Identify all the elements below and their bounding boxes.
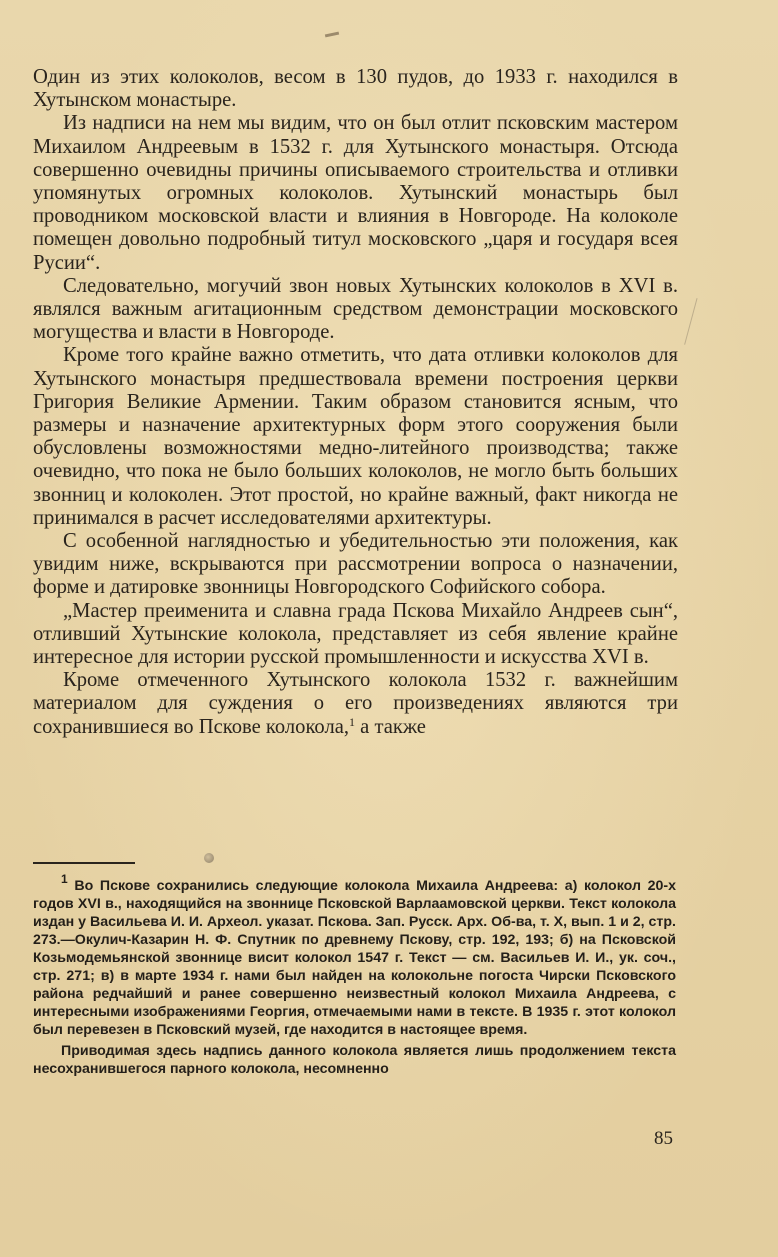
footnote [33, 872, 676, 1078]
paragraph-7-end: а также [355, 715, 426, 738]
footnote-divider [33, 862, 135, 864]
ink-mark [325, 32, 339, 38]
paragraph-4: Кроме того крайне важно отметить, что дата отливки колоколов для Хутынского монастыря предшествовала времени построения церкви Григория Великие Армении. Таким образом становится ясным, что размеры и назначение архитектурных форм этого сооружения были обусловлены возможностями медно-литейного производства; также очевидно, что пока не было больших колоколов, не могло быть больших звонниц и колоколен. Этот простой, но крайне важный, факт никогда не принимался в расчет исследователями архитектуры. [33, 344, 678, 529]
paper-spot [204, 853, 214, 863]
margin-pencil-mark [684, 298, 717, 350]
footnote-reference: 1 [349, 714, 356, 729]
paragraph-2: Из надписи на нем мы видим, что он был отлит псковским мастером Михаилом Андреевым в 1532 г. для Хутынского монастыря. Отсюда совершенно очевидны причины описываемого строительства и отливки упомянутых огромных колоколов. Хутынский монастырь был проводником московской власти и влияния в Новгороде. На колоколе помещен довольно подробный титул московского „царя и государя всея Русии“. [33, 112, 678, 274]
paragraph-7 [33, 669, 678, 739]
paragraph-3: Следовательно, могучий звон новых Хутынских колоколов в XVI в. являлся важным агитационным средством демонстрации московского могущества и власти в Новгороде. [33, 274, 678, 344]
footnote-marker: 1 [61, 872, 68, 886]
footnote-paragraph-1 [33, 872, 676, 1039]
footnote-text-1: Во Пскове сохранились следующие колокола Михаила Андреева: а) колокол 20-х годов XVI в., находящийся на звоннице Псковской Варлаамовской церкви. Текст колокола издан у Васильева И. И. Археол. указат. Пскова. Зап. Русск. Арх. Об-ва, т. X, вып. 1 и 2, стр. 273.—Окулич-Казарин Н. Ф. Спутник по древнему Пскову, стр. 192, 193; б) на Псковской Козьмодемьянской звоннице висит колокол 1547 г. Текст — см. Васильев И. И., ук. соч., стр. 271; в) в марте 1934 г. нами был найден на колокольне погоста Чирски Псковского района редчайший и ранее совершенно неизвестный колокол Михаила Андреева, с интересными изображениями Георгия, отмечаемыми нами в тексте. В 1935 г. этот колокол был перевезен в Псковский музей, где находится в настоящее время. [33, 878, 676, 1038]
paragraph-1: Один из этих колоколов, весом в 130 пудов, до 1933 г. находился в Хутынском монастыре. [33, 66, 678, 112]
paragraph-7-start: Кроме отмеченного Хутынского колокола 1532 г. важнейшим материалом для суждения о его произведениях являются три сохранившиеся во Пскове колокола, [33, 669, 678, 738]
paragraph-6: „Мастер преименита и славна града Пскова Михайло Андреев сын“, отливший Хутынские колокола, представляет из себя явление крайне интересное для истории русской промышленности и искусства XVI в. [33, 599, 678, 669]
page-number: 85 [654, 1128, 673, 1149]
paragraph-5: С особенной наглядностью и убедительностью эти положения, как увидим ниже, вскрываются при рассмотрении вопроса о назначении, форме и датировке звонницы Новгородского Софийского собора. [33, 530, 678, 599]
footnote-paragraph-2: Приводимая здесь надпись данного колокола является лишь продолжением текста несохранившегося парного колокола, несомненно [33, 1043, 676, 1077]
main-text [33, 66, 678, 739]
